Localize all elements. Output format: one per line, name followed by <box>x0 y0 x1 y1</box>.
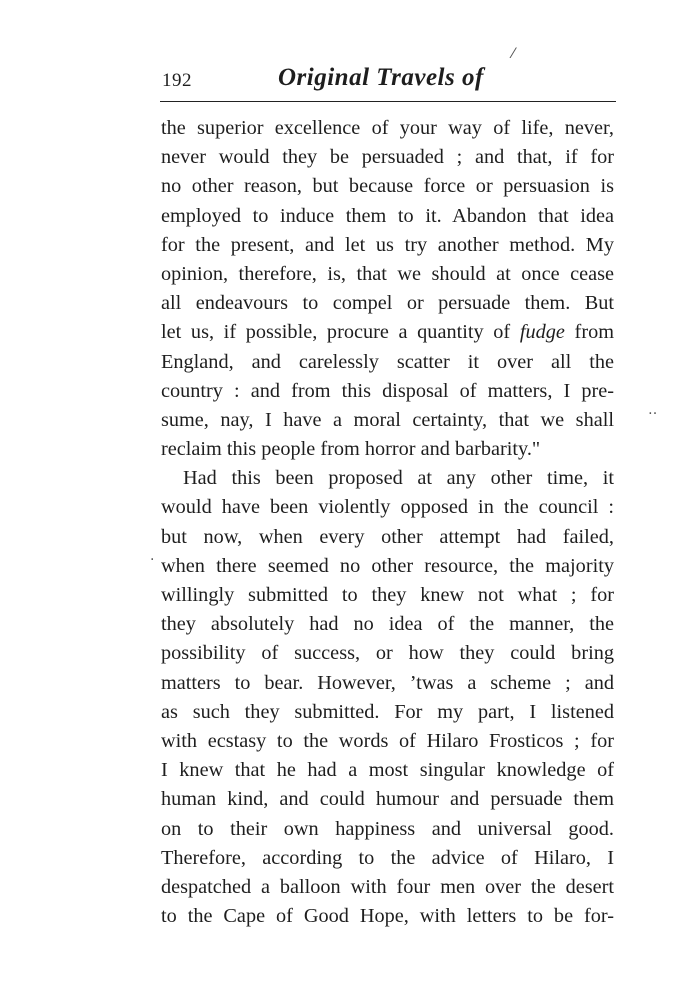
text-line: all endeavours to compel or persuade them. But <box>161 292 614 315</box>
text-line: willingly submitted to they knew not what ; for <box>161 584 614 606</box>
text-line: employed to induce them to it. Abandon that idea <box>161 204 614 227</box>
paragraph-1 <box>161 114 614 464</box>
page-number: 192 <box>162 70 192 91</box>
paragraph-2 <box>161 464 614 931</box>
text-line: would have been violently opposed in the council : <box>161 496 614 519</box>
text-line: reclaim this people from horror and barbarity." <box>161 438 541 461</box>
text-line: human kind, and could humour and persuade them <box>161 788 614 811</box>
text-line: no other reason, but because force or persuasion is <box>161 175 614 198</box>
text-line: England, and carelessly scatter it over all the <box>161 350 614 373</box>
text-line: when there seemed no other resource, the majority <box>161 554 614 577</box>
text-segment: let us, if possible, procure a quantity of <box>161 321 520 344</box>
text-line: opinion, therefore, is, that we should at once cease <box>161 262 614 285</box>
running-head-title: Original Travels of <box>278 64 484 91</box>
text-line: they absolutely had no idea of the manner, the <box>161 613 614 636</box>
text-line: I knew that he had a most singular knowledge of <box>161 759 614 782</box>
text-line: never would they be persuaded ; and that, if for <box>161 146 614 169</box>
text-line <box>161 318 614 347</box>
header-rule <box>160 101 616 102</box>
text-line: country : and from this disposal of matters, I pre- <box>161 379 614 402</box>
text-line: despatched a balloon with four men over the desert <box>161 875 614 898</box>
text-line: for the present, and let us try another method. My <box>161 233 614 256</box>
text-line: Had this been proposed at any other time, it <box>183 467 614 490</box>
text-line: possibility of success, or how they could bring <box>161 642 614 665</box>
text-line: Therefore, according to the advice of Hilaro, I <box>161 846 614 869</box>
italic-word: fudge <box>519 321 565 344</box>
stray-mark: ⁄ <box>512 46 515 62</box>
text-line: the superior excellence of your way of life, never, <box>161 117 614 139</box>
stray-mark: ‥ <box>648 402 658 418</box>
text-line: on to their own happiness and universal good. <box>161 817 614 840</box>
text-segment: from <box>564 321 614 344</box>
running-header <box>160 64 616 98</box>
text-line: with ecstasy to the words of Hilaro Frosticos ; for <box>161 729 614 752</box>
text-line: to the Cape of Good Hope, with letters to be for- <box>161 905 614 928</box>
text-line: sume, nay, I have a moral certainty, that we shall <box>161 408 614 431</box>
body-text <box>161 114 614 931</box>
stray-mark: · <box>150 552 155 568</box>
text-line: as such they submitted. For my part, I listened <box>161 700 614 723</box>
text-line: matters to bear. However, ’twas a scheme ; and <box>161 671 614 694</box>
text-line: but now, when every other attempt had failed, <box>161 525 614 548</box>
